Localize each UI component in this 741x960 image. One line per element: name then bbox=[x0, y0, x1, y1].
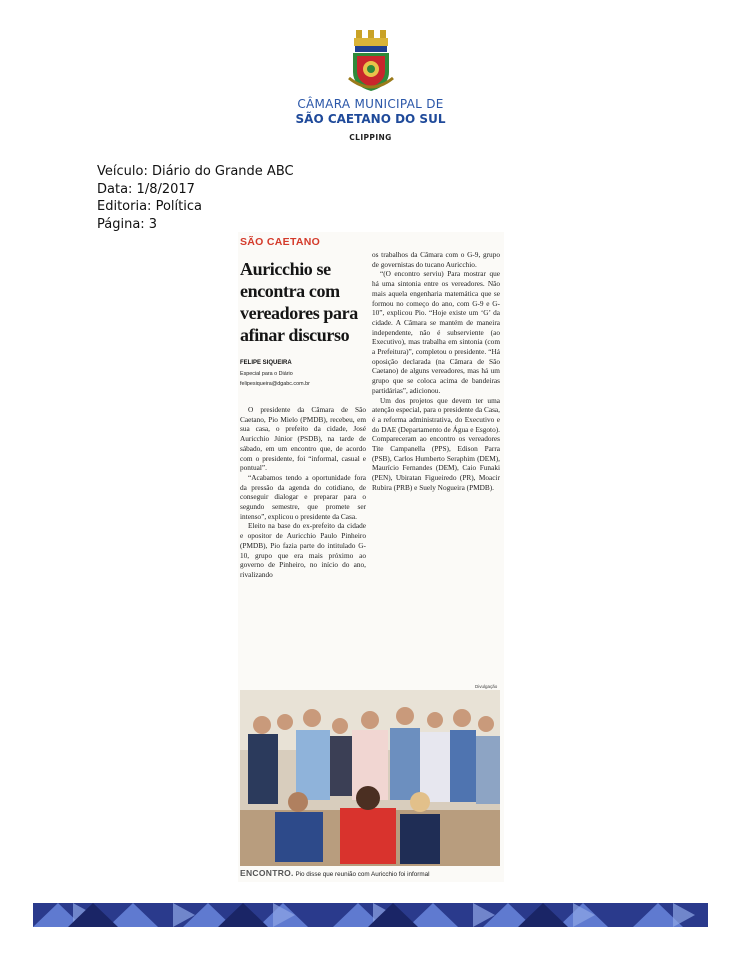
paragraph: “(O encontro serviu) Para mostrar que há uma sintonia entre os vereadores. Não mais aquela engenharia matemática que se formou no começo do ano, com G-9 e G-10”, explicou Pio. “Hoje existe um ‘G’ da cidade. A Câmara se mantém de maneira independente, não é subserviente (ao Executivo), mas trabalha em sintonia (com a Prefeitura)”, completou o presidente. “Há oposição declarada (na Câmara de São Caetano) de alguns vereadores, mas há um grupo que se coloca acima de bandeiras partidárias”, adicionou. bbox=[372, 269, 500, 395]
caption-text: Pio disse que reunião com Auricchio foi informal bbox=[295, 871, 430, 878]
paragraph: Um dos projetos que devem ter uma atenção especial, para o presidente da Casa, é a reforma administrativa, do Executivo e do DAE (Departamento de Água e Esgoto). Compareceram ao encontro os vereadores Tite Campanella (PPS), Edison Parra (PSB), Carlos Humberto Seraphim (DEM), Maurício Fernandes (DEM), Caio Funaki (PEN), Ubiratan Figueiredo (PR), Moacir Rubira (PRB) e Suely Nogueira (PMDB). bbox=[372, 395, 500, 492]
document-type: CLIPPING bbox=[349, 133, 392, 142]
paragraph: “Acabamos tendo a oportunidade fora da pressão da agenda do cotidiano, de conseguir dialogar e preparar para o segundo semestre, que promete ser intenso”, explicou o presidente da Casa. bbox=[240, 472, 366, 521]
photo-credit: Divulgação bbox=[475, 684, 498, 689]
org-name-line1: CÂMARA MUNICIPAL DE bbox=[297, 97, 444, 111]
photo-caption bbox=[240, 868, 430, 878]
caption-tag: ENCONTRO. bbox=[240, 868, 294, 878]
footer-banner bbox=[33, 903, 708, 927]
org-name-line2: SÃO CAETANO DO SUL bbox=[295, 112, 446, 126]
paragraph: Eleito na base do ex-prefeito da cidade e opositor de Auricchio Paulo Pinheiro (PMDB), Pio fazia parte do intitulado G-10, grupo que era mais próximo ao governo de Pinheiro, no início do ano, rivalizando bbox=[240, 521, 366, 579]
article-author-role: Especial para o Diário bbox=[240, 371, 293, 377]
coat-of-arms-icon bbox=[346, 30, 396, 94]
article-column-1 bbox=[240, 405, 366, 580]
group-photo bbox=[240, 690, 500, 866]
article-headline: Auricchio se encontra com vereadores para afinar discurso bbox=[240, 259, 358, 345]
meta-page: Página: 3 bbox=[97, 216, 158, 232]
article-author-email: felipesiqueira@dgabc.com.br bbox=[240, 381, 310, 387]
paragraph: O presidente da Câmara de São Caetano, Pio Mielo (PMDB), recebeu, em sua casa, o prefeito da cidade, José Auricchio Júnior (PSDB), na tarde de sábado, em um encontro que, de acordo com o presidente, foi “informal, casual e pontual”. bbox=[240, 405, 366, 473]
article-author: FELIPE SIQUEIRA bbox=[240, 360, 292, 366]
paragraph: os trabalhos da Câmara com o G-9, grupo de governistas do tucano Auricchio. bbox=[372, 250, 500, 269]
article-column-2 bbox=[372, 250, 500, 493]
meta-date: Data: 1/8/2017 bbox=[97, 181, 195, 197]
article-section: SÃO CAETANO bbox=[240, 236, 321, 248]
meta-section: Editoria: Política bbox=[97, 199, 202, 214]
clipping-metadata bbox=[97, 163, 294, 233]
meta-vehicle: Veículo: Diário do Grande ABC bbox=[97, 164, 294, 179]
